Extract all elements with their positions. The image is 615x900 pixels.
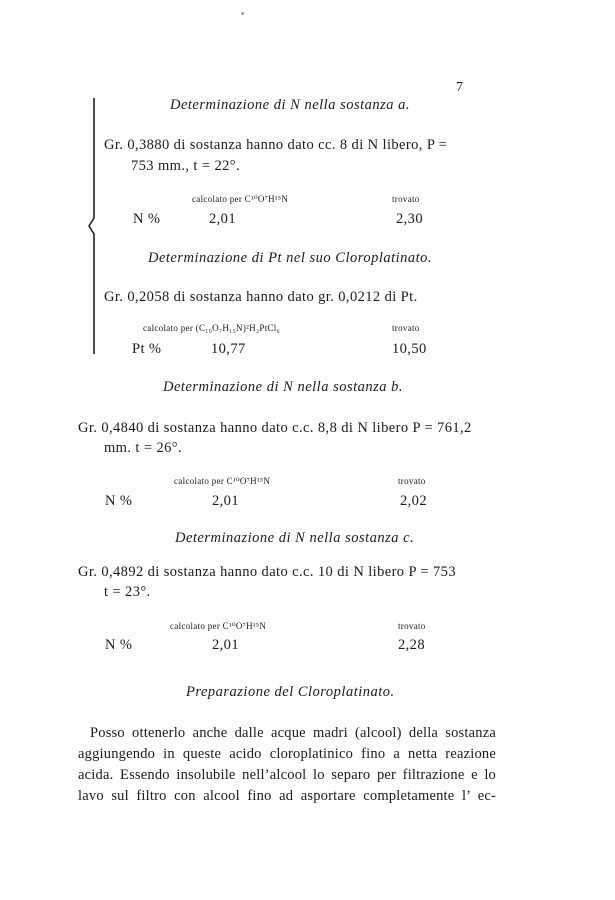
section-b-line1: Gr. 0,4840 di sostanza hanno dato c.c. 8,8 di N libero P = 761,2 bbox=[78, 420, 472, 436]
section-a-found-value: 2,30 bbox=[396, 211, 423, 227]
section-b-heading: Determinazione di N nella sostanza b. bbox=[163, 379, 404, 395]
section-b-calc-value: 2,01 bbox=[212, 493, 239, 509]
section-a-found-label: trovato bbox=[392, 194, 420, 204]
section-c-heading: Determinazione di N nella sostanza c. bbox=[175, 530, 415, 546]
preparation-paragraph bbox=[78, 723, 496, 807]
section-b-found-value: 2,02 bbox=[400, 493, 427, 509]
section-pt-calc-label: calcolato per (C₁₀O₇H₁₅N)²H₂PtCl₆ bbox=[143, 323, 281, 333]
section-c-calc-label: calcolato per C¹⁰O⁷H¹⁵N bbox=[170, 621, 267, 631]
section-c-found-value: 2,28 bbox=[398, 637, 425, 653]
page-number: 7 bbox=[456, 80, 463, 95]
section-b-found-label: trovato bbox=[398, 476, 426, 486]
section-c-line1: Gr. 0,4892 di sostanza hanno dato c.c. 10 di N libero P = 753 bbox=[78, 564, 456, 580]
section-c-found-label: trovato bbox=[398, 621, 426, 631]
section-a-calc-value: 2,01 bbox=[209, 211, 236, 227]
margin-bracket bbox=[86, 98, 98, 354]
section-pt-line1: Gr. 0,2058 di sostanza hanno dato gr. 0,0212 di Pt. bbox=[104, 289, 418, 305]
paragraph-line: aggiungendo in queste acido cloroplatinico fino a netta reazione bbox=[78, 746, 496, 762]
section-a-heading: Determinazione di N nella sostanza a. bbox=[170, 97, 411, 113]
section-pt-heading: Determinazione di Pt nel suo Cloroplatinato. bbox=[148, 250, 433, 266]
section-b-row-label: N % bbox=[105, 493, 133, 509]
section-a-line1: Gr. 0,3880 di sostanza hanno dato cc. 8 di N libero, P = bbox=[104, 137, 448, 153]
section-b-calc-label: calcolato per C¹⁰O⁷H¹⁵N bbox=[174, 476, 271, 486]
page-speck bbox=[241, 12, 244, 15]
paragraph-line: lavo sul filtro con alcool fino ad asportare completamente l’ ec- bbox=[78, 788, 496, 804]
section-a-calc-label: calcolato per C¹⁰O⁷H¹⁵N bbox=[192, 194, 289, 204]
section-a-line2: 753 mm., t = 22°. bbox=[131, 158, 240, 174]
paragraph-line: Posso ottenerlo anche dalle acque madri (alcool) della sostanza bbox=[90, 725, 496, 741]
section-pt-found-value: 10,50 bbox=[392, 341, 427, 357]
section-c-line2: t = 23°. bbox=[104, 584, 151, 600]
section-pt-calc-value: 10,77 bbox=[211, 341, 246, 357]
preparation-heading: Preparazione del Cloroplatinato. bbox=[186, 684, 395, 700]
section-c-calc-value: 2,01 bbox=[212, 637, 239, 653]
section-c-row-label: N % bbox=[105, 637, 133, 653]
paragraph-line: acida. Essendo insolubile nell’alcool lo separo per filtrazione e lo bbox=[78, 767, 496, 783]
section-pt-row-label: Pt % bbox=[132, 341, 162, 357]
section-b-line2: mm. t = 26°. bbox=[104, 440, 182, 456]
section-a-row-label: N % bbox=[133, 211, 161, 227]
section-pt-found-label: trovato bbox=[392, 323, 420, 333]
